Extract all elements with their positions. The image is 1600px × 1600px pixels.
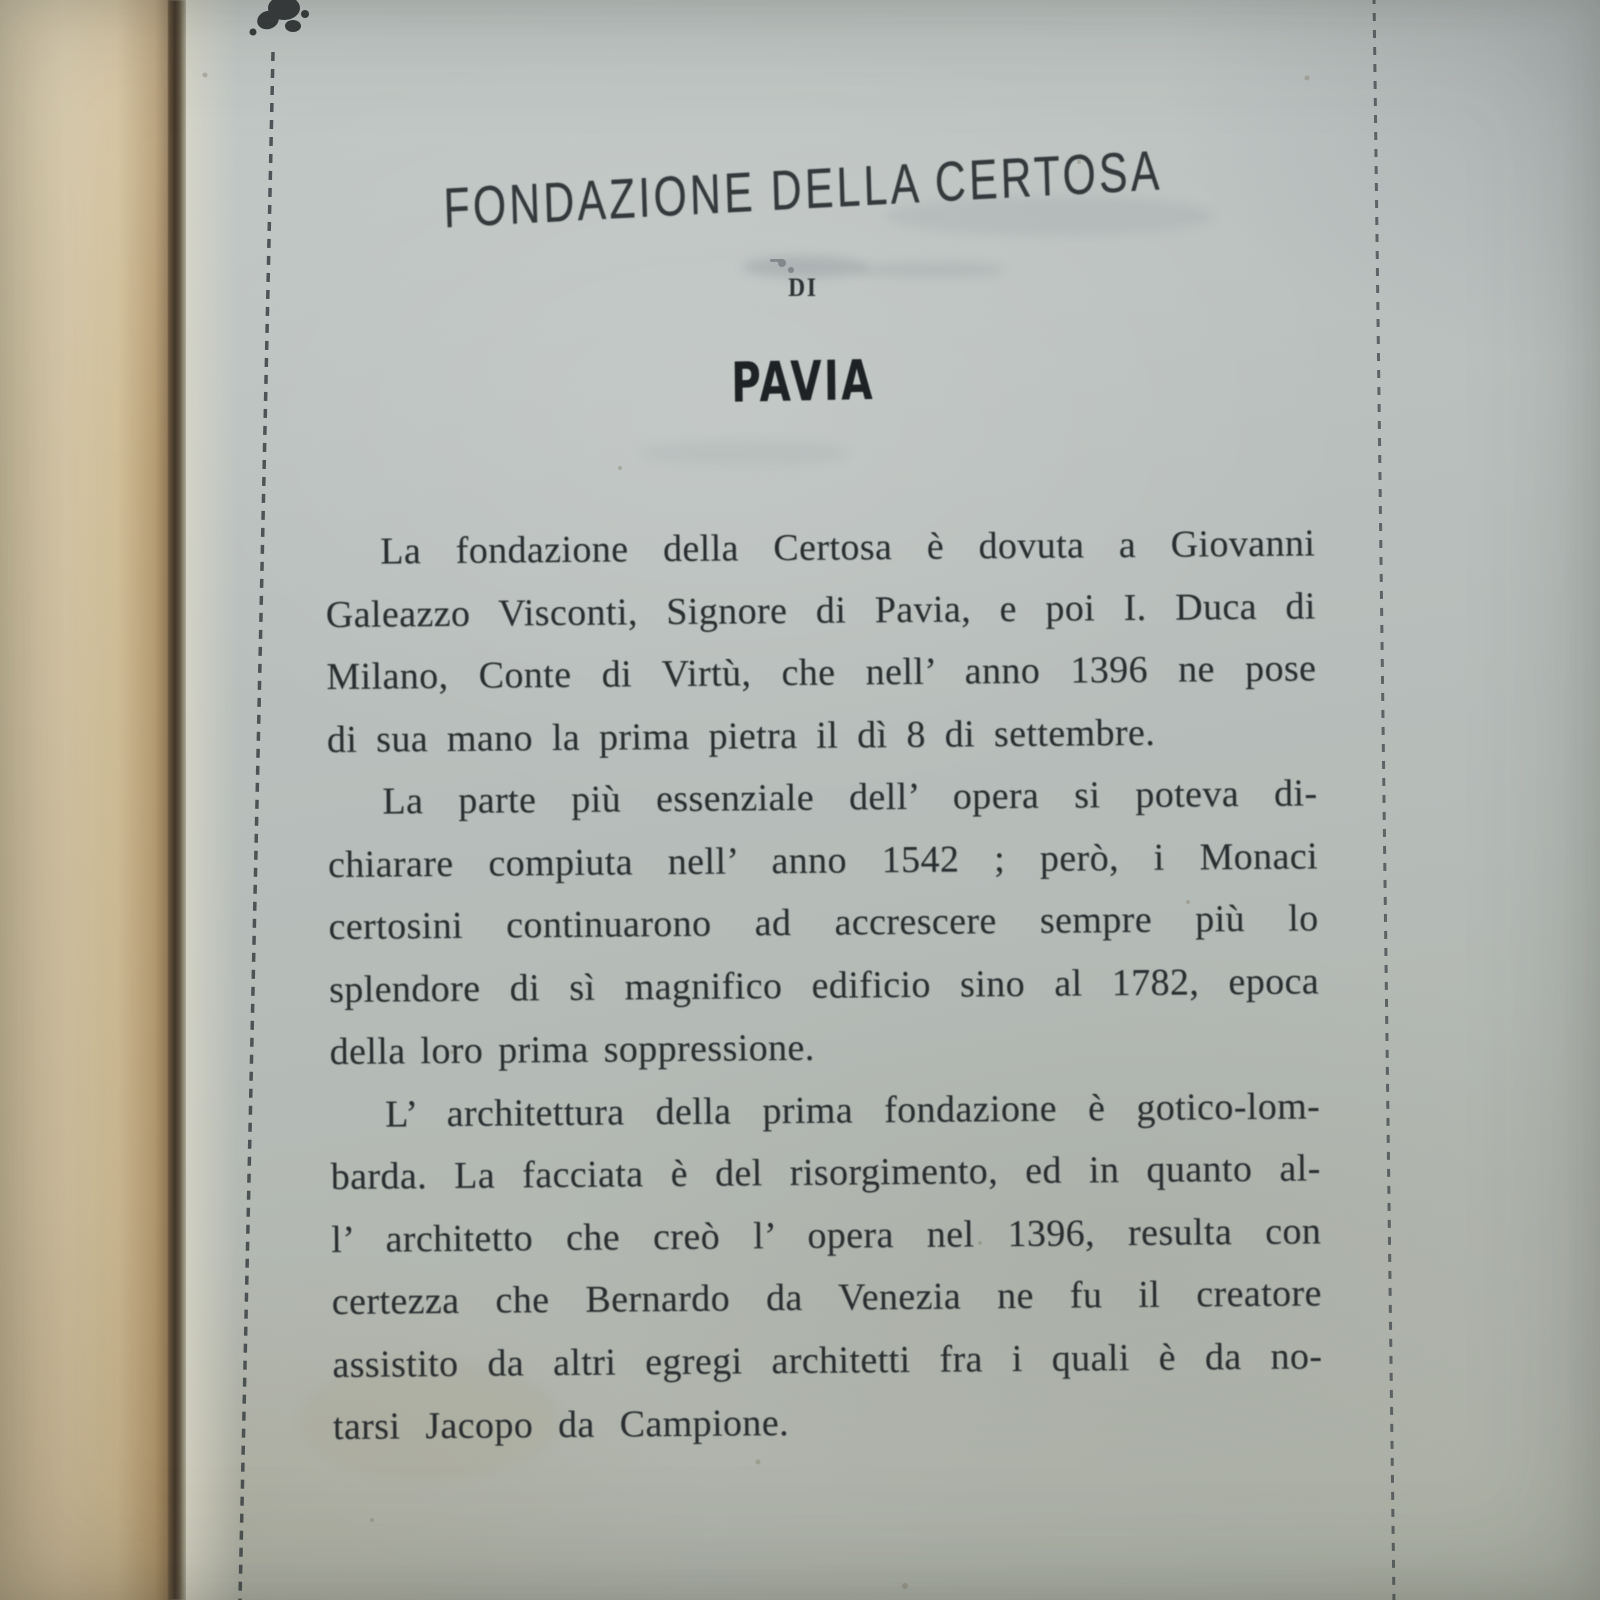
text-line: certezza che Bernardo da Venezia ne fu il creatore: [331, 1272, 1322, 1323]
paragraph-3: [330, 1075, 1323, 1459]
text-line: splendore di sì magnifico edificio sino al 1782, epoca: [328, 959, 1320, 1011]
ink-blot: [250, 0, 310, 36]
body-text: [325, 512, 1323, 1458]
text-line: barda. La facciata è del risorgimento, ed in quanto al-: [330, 1147, 1321, 1198]
text-line: assistito da altri egregi architetti fra i quali è da no-: [332, 1334, 1323, 1386]
text-line: tarsi Jacopo da Campione.: [332, 1401, 790, 1448]
text-line: L’ architettura della prima fondazione è gotico-lom-: [384, 1084, 1321, 1135]
chapter-title-place: PAVIA: [730, 348, 876, 415]
left-stitch-line: [240, 52, 273, 1600]
text-line: della loro prima soppressione.: [329, 1026, 815, 1073]
page-edge-highlight: [186, 0, 238, 1600]
text-line: l’ architetto che creò l’ opera nel 1396, resulta con: [331, 1209, 1322, 1261]
adjacent-page-edge: [0, 0, 172, 1600]
chapter-title: FONDAZIONE DELLA CERTOSA: [442, 139, 1164, 241]
page-content: [325, 139, 1323, 1470]
gutter-crease: [168, 0, 186, 1600]
right-stitch-line: [1374, 0, 1394, 1600]
text-line: di sua mano la prima pietra il dì 8 di settembre.: [326, 711, 1156, 761]
text-line: chiarare compiuta nell’ anno 1542 ; però, i Monaci: [327, 834, 1319, 886]
paragraph-1: [325, 512, 1317, 771]
chapter-title-di: DI: [788, 273, 818, 302]
paragraph-2: [327, 762, 1320, 1083]
text-line: Milano, Conte di Virtù, che nell’ anno 1396 ne pose: [326, 647, 1317, 698]
text-line: Galeazzo Visconti, Signore di Pavia, e poi I. Duca di: [325, 584, 1316, 636]
text-line: certosini continuarono ad accrescere sempre più lo: [328, 897, 1319, 948]
text-line: La parte più essenziale dell’ opera si poteva di-: [382, 772, 1318, 823]
text-line: La fondazione della Certosa è dovuta a Giovanni: [380, 522, 1316, 573]
